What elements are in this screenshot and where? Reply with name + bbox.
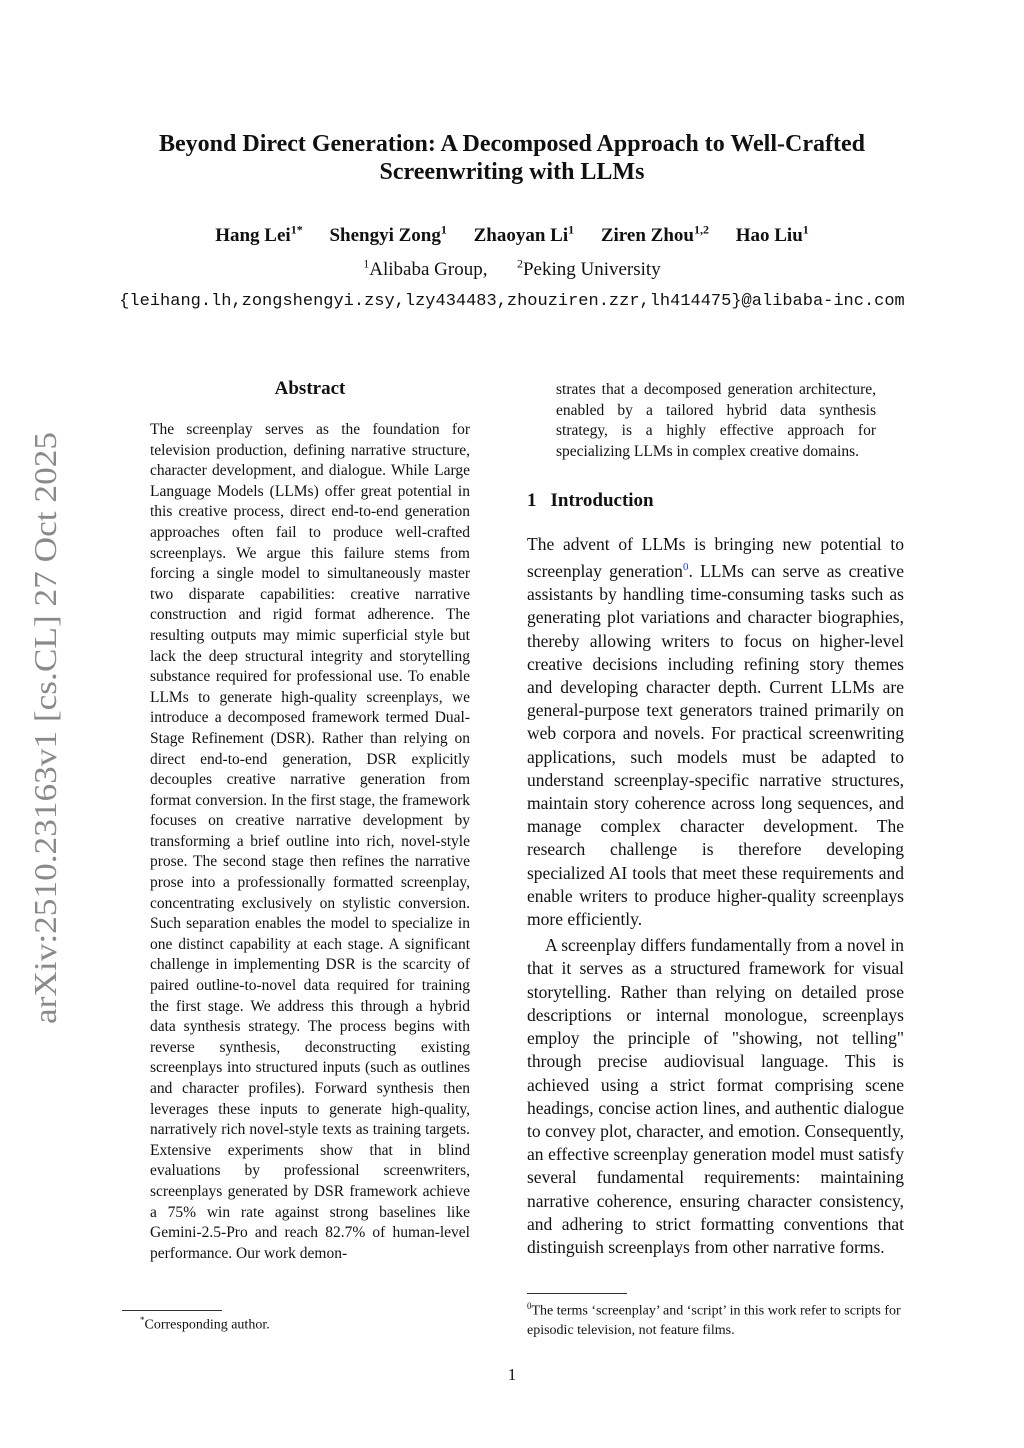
arxiv-sidebar-stamp bbox=[2, 428, 72, 1028]
footnote-corresponding-author: *Corresponding author. bbox=[140, 1315, 270, 1333]
section-title: Introduction bbox=[550, 490, 654, 511]
abstract-continued: strates that a decomposed generation architecture, enabled by a tailored hybrid data synthesis strategy, is a highly effective approach for specializing LLMs in complex creative domains. bbox=[556, 381, 876, 460]
author-list bbox=[0, 223, 1024, 247]
affiliation: $^2$Peking University bbox=[516, 257, 661, 281]
abstract-heading: Abstract bbox=[274, 378, 346, 399]
footnote-divider bbox=[122, 1310, 222, 1311]
footnote-divider bbox=[527, 1293, 627, 1294]
author: Hao Liu$^1$ bbox=[735, 223, 809, 247]
affiliations bbox=[0, 257, 1024, 281]
author: Hang Lei$^{1*}$ bbox=[215, 223, 303, 247]
paper-title bbox=[0, 130, 1024, 186]
footnote-terms: $^0$The terms ‘screenplay’ and ‘script’ in this work refer to scripts for episodic television, not feature films. bbox=[527, 1301, 901, 1338]
introduction-body bbox=[527, 533, 904, 1259]
arxiv-identifier: arXiv:2510.23163v1 [cs.CL] 27 Oct 2025 bbox=[27, 487, 63, 1024]
author-emails: {leihang.lh,zongshengyi.zsy,lzy434483,zhouziren.zzr,lh414475}@alibaba-inc.com bbox=[119, 292, 905, 311]
author: Ziren Zhou$^{1,2}$ bbox=[600, 223, 709, 247]
author: Zhaoyan Li$^1$ bbox=[473, 223, 575, 247]
affiliation: $^1$Alibaba Group, bbox=[363, 257, 488, 281]
section-number: 1 bbox=[527, 490, 537, 511]
author: Shengyi Zong$^1$ bbox=[329, 223, 447, 247]
section-heading-introduction bbox=[527, 490, 654, 512]
abstract-text: The screenplay serves as the foundation for television production, defining narrative structure, character development, and dialogue. While Large Language Models (LLMs) offer great potential in this creative process, direct end-to-end generation approaches often fail to produce well-crafted screenplays. We argue this failure stems from forcing a single model to simultaneously master two disparate capabilities: creative narrative construction and rigid format adherence. The resulting outputs may mimic superficial style but lack the deep structural integrity and storytelling substance required for professional use. To enable LLMs to generate high-quality screenplays, we introduce a decomposed framework termed Dual-Stage Refinement (DSR). Rather than relying on direct end-to-end generation, DSR explicitly decouples creative narrative generation from format conversion. In the first stage, the framework focuses on creative narrative development by transforming a brief outline into rich, novel-style prose. The second stage then refines the narrative prose into a professionally formatted screenplay, concentrating exclusively on stylistic conversion. Such separation enables the model to specialize in one distinct capability at each stage. A significant challenge in implementing DSR is the scarcity of paired outline-to-novel data required for training the first stage. We address this through a hybrid data synthesis strategy. The process begins with reverse synthesis, deconstructing existing screenplays into structured inputs (such as outlines and character profiles). Forward synthesis then leverages these inputs to generate high-quality, narratively rich novel-style texts as training targets. Extensive experiments show that in blind evaluations by professional screenwriters, screenplays generated by DSR framework achieve a 75% win rate against strong baselines like Gemini-2.5-Pro and reach 82.7% of human-level performance. Our work demon- bbox=[150, 421, 470, 1262]
footnote-reference-link[interactable]: 0 bbox=[682, 561, 689, 574]
paragraph: The advent of LLMs is bringing new potential to screenplay generation$^0$. LLMs can serve as creative assistants by handling time-consuming tasks such as generating plot variations and character biographies, thereby allowing writers to focus on higher-level creative decisions including refining story themes and developing character depth. Current LLMs are general-purpose text generators trained primarily on web corpora and novels. For practical screenwriting applications, such models must be adapted to understand screenplay-specific narrative structures, maintain story coherence across long sequences, and manage complex character development. The research challenge is therefore developing specialized AI tools that meet these requirements and enable writers to produce higher-quality screenplays more efficiently. bbox=[527, 534, 904, 930]
title-line-2: Screenwriting with LLMs bbox=[379, 159, 645, 185]
page-number: 1 bbox=[507, 1365, 517, 1384]
title-line-1: Beyond Direct Generation: A Decomposed Approach to Well-Crafted bbox=[159, 131, 865, 157]
paragraph: A screenplay differs fundamentally from a novel in that it serves as a structured framework for visual storytelling. Rather than relying on detailed prose descriptions or internal monologue, screenplays employ the principle of "showing, not telling" through precise audiovisual language. This is achieved using a strict format comprising scene headings, concise action lines, and authentic dialogue to convey plot, character, and emotion. Consequently, an effective screenplay generation model must satisfy several fundamental requirements: maintaining narrative coherence, ensuring character consistency, and adhering to strict formatting conventions that distinguish screenplays from other narrative forms. bbox=[527, 935, 904, 1257]
